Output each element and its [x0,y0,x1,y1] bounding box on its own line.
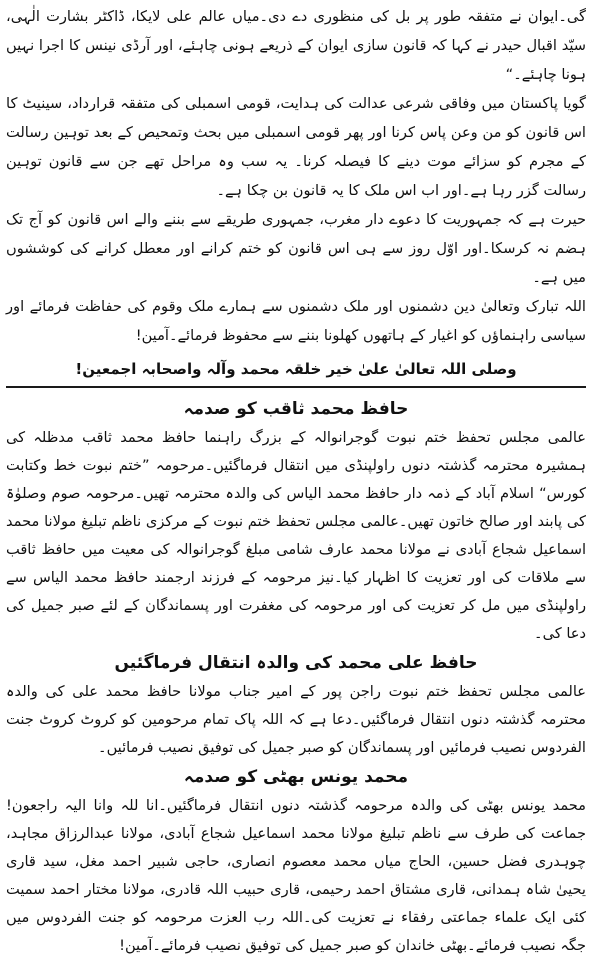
section-body: عالمی مجلس تحفظ ختم نبوت راجن پور کے امیر جناب مولانا حافظ محمد علی کی والدہ محترمہ گذشتہ دنوں انتقال فرماگئیں۔دعا ہے کہ اللہ پاک تمام مرحومین کو کروٹ کروٹ جنت الفردوس نصیب فرمائیں اور پسماندگان کو صبر جمیل کی توفیق نصیب فرمائیں۔ [6,683,586,756]
section-divider [6,386,586,388]
closing-prayer: وصلی اللہ تعالیٰ علیٰ خیر خلقہ محمد وآلہ واصحابہ اجمعین! [75,360,517,378]
editorial-paragraph-4: اللہ تبارک وتعالیٰ دین دشمنوں اور ملک دشمنوں سے ہمارے ملک وقوم کی حفاظت فرمائے اور سیاسی راہنماؤں کو اغیار کے ہاتھوں کھلونا بننے سے محفوظ فرمائے۔آمین! [6,298,586,344]
section-heading: حافظ علی محمد کی والدہ انتقال فرماگئیں [114,653,478,673]
editorial-paragraph-2: گویا پاکستان میں وفاقی شرعی عدالت کی ہدایت، قومی اسمبلی کی متفقہ قرارداد، سینیٹ کا اس قانون کو من وعن پاس کرنا اور پھر قومی اسمبلی میں بحث وتمحیص کے بعد توہین رسالت کے مجرم کو سزائے موت دینے کا فیصلہ کرنا۔ یہ سب وہ مراحل تھے جن سے قانون توہین رسالت گزر رہا ہے۔اور اب اس ملک کا یہ قانون بن چکا ہے۔ [6,95,586,199]
news-section-3 [6,762,586,960]
section-heading: محمد یونس بھٹی کو صدمہ [183,767,409,787]
editorial-continuation [6,2,586,382]
section-heading: حافظ محمد ثاقب کو صدمہ [183,399,409,419]
section-body: محمد یونس بھٹی کی والدہ مرحومہ گذشتہ دنوں انتقال فرماگئیں۔انا للہ وانا الیہ راجعون!جماعت کی طرف سے ناظم تبلیغ مولانا محمد اسماعیل شجاع آبادی، مولانا عبدالرزاق مجاہد، چوہدری فضل حسین، الحاج میاں محمد معصوم انصاری، حاجی شبیر احمد مغل، سید قاری یحییٰ شاہ ہمدانی، قاری مشتاق احمد رحیمی، قاری حبیب اللہ قادری، مولانا مختار احمد سمیت کئی ایک علماء جماعتی رفقاء نے تعزیت کی۔اللہ رب العزت مرحومہ کو جنت الفردوس میں جگہ نصیب فرمائے۔بھٹی خاندان کو صبر جمیل کی توفیق نصیب فرمائے۔آمین! [6,797,586,954]
editorial-paragraph-1: گی۔ایوان نے متفقہ طور پر بل کی منظوری دے دی۔میاں عالم علی لایکا، ڈاکٹر بشارت الٰہی، سیّد اقبال حیدر نے کہا کہ قانون سازی ایوان کے ذریعے ہونی چاہئے، اور آرڈی نینس کا اجرا نہیں ہونا چاہئے۔“ [6,8,586,83]
news-section-1 [6,394,586,648]
editorial-paragraph-3: حیرت ہے کہ جمہوریت کا دعوے دار مغرب، جمہوری طریقے سے بننے والے اس قانون کو آج تک ہضم نہ کرسکا۔اور اوّل روز سے ہی اس قانون کو ختم کرانے اور معطل کرانے کی کوششوں میں ہے۔ [6,211,586,286]
section-body: عالمی مجلس تحفظ ختم نبوت گوجرانوالہ کے بزرگ راہنما حافظ محمد ثاقب مدظلہ کی ہمشیرہ محترمہ گذشتہ دنوں راولپنڈی میں انتقال فرماگئیں۔مرحومہ ”ختم نبوت خط وکتابت کورس“ اسلام آباد کے ذمہ دار حافظ محمد الیاس کی والدہ محترمہ تھیں۔مرحومہ صوم وصلوٰۃ کی پابند اور صالح خاتون تھیں۔عالمی مجلس تحفظ ختم نبوت کے مرکزی ناظم تبلیغ مولانا محمد اسماعیل شجاع آبادی نے مولانا محمد عارف شامی مبلغ گوجرانوالہ کی معیت میں حافظ ثاقب سے ملاقات کی اور تعزیت کا اظہار کیا۔نیز مرحومہ کے فرزند ارجمند حافظ محمد الیاس سے راولپنڈی میں مل کر تعزیت کی اور مرحومہ کی مغفرت اور پسماندگان کے لئے صبر جمیل کی دعا کی۔ [6,429,586,642]
news-section-2 [6,648,586,762]
